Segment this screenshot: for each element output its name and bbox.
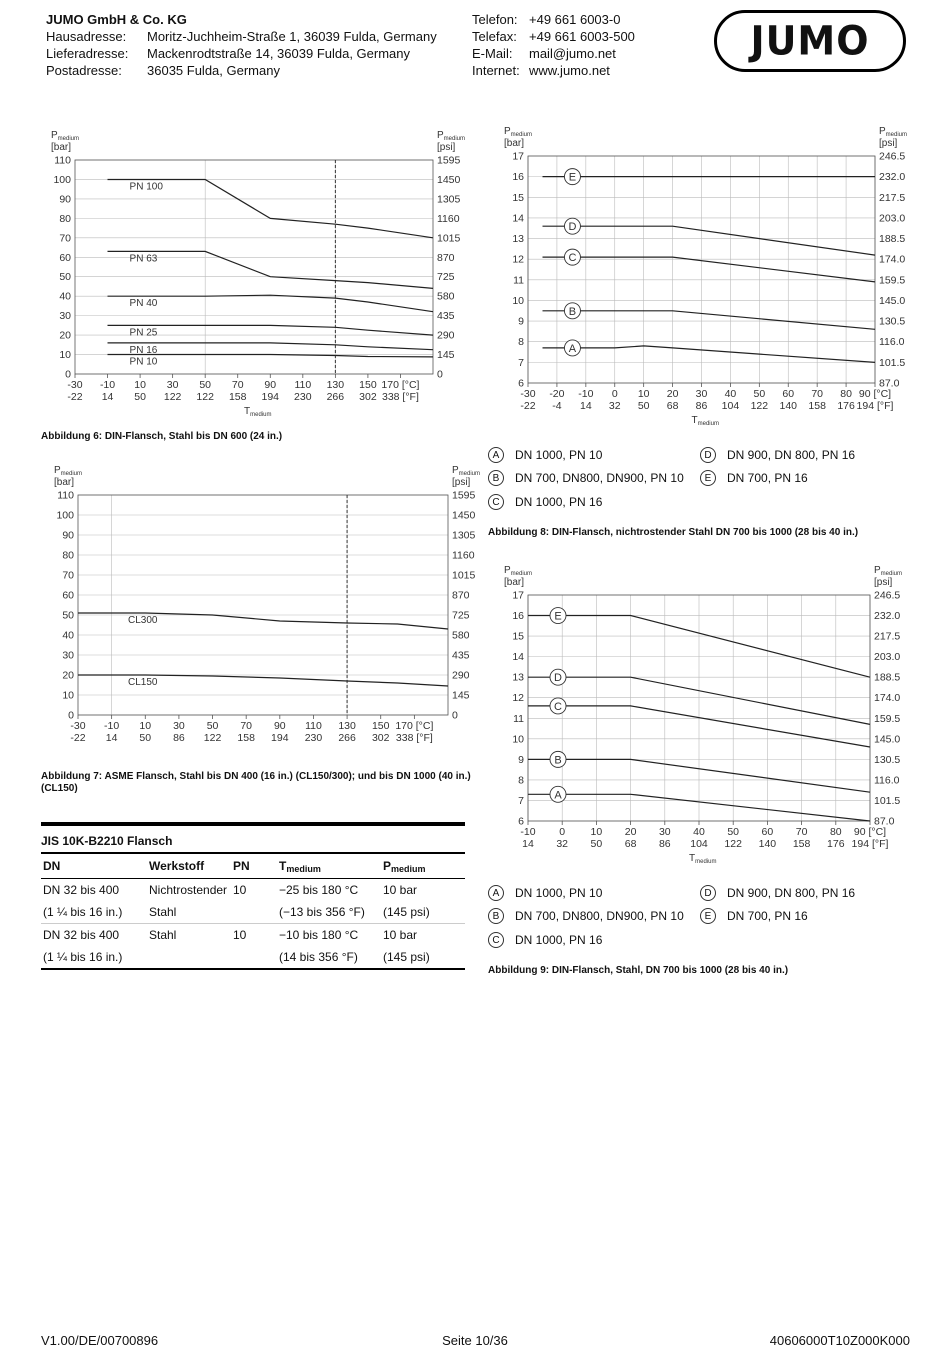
x-tick-label-fahrenheit: 50 <box>134 391 146 403</box>
y-tick-label-left: 70 <box>62 569 74 582</box>
x-tick-label-celsius: 70 <box>811 388 824 400</box>
y-tick-label-right: 159.5 <box>879 274 906 287</box>
y-tick-label-left: 50 <box>59 271 71 284</box>
x-tick-label-fahrenheit: 176 <box>837 400 855 412</box>
y-tick-label-left: 60 <box>62 589 74 602</box>
x-tick-label-fahrenheit: 266 <box>338 732 356 744</box>
x-tick-label-celsius: -10 <box>520 826 536 838</box>
contact-row: Internet: www.jumo.net <box>472 63 610 78</box>
x-tick-label-celsius: 130 <box>338 720 356 732</box>
x-axis-title-sub: medium <box>695 859 717 865</box>
x-tick-label-fahrenheit: 122 <box>750 400 769 412</box>
y-tick-label-left: 20 <box>62 669 74 682</box>
x-tick-label-celsius: 150 <box>359 379 377 391</box>
x-tick-label-celsius: 80 <box>829 826 842 838</box>
x-tick-label-celsius: 70 <box>795 826 808 838</box>
header-t: $T_{medium}$ <box>279 858 321 874</box>
x-tick-label-celsius: 40 <box>724 388 737 400</box>
x-tick-label-celsius: 0 <box>611 388 618 400</box>
series-label: PN 40 <box>129 298 158 310</box>
jis-table-section <box>41 822 465 970</box>
x-tick-label-celsius: 90 <box>273 720 286 732</box>
contact-row: E-Mail: mail@jumo.net <box>472 46 616 61</box>
y-axis-title-right: $P_{medium}$ <box>874 565 903 577</box>
chart-fig7 <box>0 460 481 760</box>
x-tick-label-celsius: 50 <box>727 826 740 838</box>
y-tick-label-left: 10 <box>512 733 524 746</box>
y-tick-label-right: 580 <box>437 290 455 303</box>
x-tick-label-fahrenheit: -22 <box>520 400 536 412</box>
x-tick-label-celsius: 90 <box>264 379 277 391</box>
y-tick-label-left: 90 <box>62 529 74 542</box>
y-axis-title-sub: medium <box>885 132 908 138</box>
x-tick-label-fahrenheit: 302 <box>371 732 390 744</box>
x-tick-label-celsius: 90 [°C] <box>853 826 887 838</box>
x-tick-label-fahrenheit: 32 <box>556 838 569 850</box>
y-tick-label-right: 232.0 <box>874 610 901 623</box>
y-tick-label-left: 14 <box>512 651 524 664</box>
series-label: CL150 <box>128 677 158 688</box>
chart-fig9 <box>480 560 950 880</box>
x-tick-label-celsius: 30 <box>166 379 179 391</box>
x-tick-label-celsius: 170 [°C] <box>381 379 420 391</box>
x-tick-label-fahrenheit: 158 <box>237 732 255 744</box>
y-tick-label-right: 203.0 <box>879 212 906 225</box>
x-tick-label-fahrenheit: 140 <box>779 400 798 412</box>
footer-page-number: Seite 10/36 <box>442 1333 508 1348</box>
x-tick-label-fahrenheit: 338 [°F] <box>382 391 419 403</box>
series-marker-label: D <box>554 672 562 685</box>
y-tick-label-left: 15 <box>512 630 524 643</box>
x-tick-label-celsius: 40 <box>693 826 705 838</box>
y-tick-label-right: 290 <box>437 329 455 342</box>
x-tick-label-celsius: 150 <box>371 720 390 732</box>
y-tick-label-right: 188.5 <box>874 671 901 684</box>
series-line-b <box>543 311 876 330</box>
y-tick-label-left: 13 <box>512 233 524 246</box>
x-axis-title-sub: medium <box>697 421 719 427</box>
legend-fig8 <box>488 447 928 513</box>
x-tick-label-fahrenheit: 194 [°F] <box>856 400 894 412</box>
y-tick-label-right: 203.0 <box>874 651 901 664</box>
y-tick-label-left: 11 <box>513 712 524 725</box>
x-tick-label-celsius: 170 [°C] <box>395 720 434 732</box>
x-tick-label-fahrenheit: 158 <box>808 400 826 412</box>
y-tick-label-right: 0 <box>452 709 458 722</box>
y-tick-label-right: 1015 <box>452 569 476 582</box>
x-axis-title: $T_{medium}$ <box>691 415 719 427</box>
y-tick-label-right: 725 <box>452 609 470 622</box>
y-tick-label-left: 6 <box>518 377 524 390</box>
x-tick-label-celsius: 110 <box>294 379 312 391</box>
jis-table-title: JIS 10K-B2210 Flansch <box>41 822 465 854</box>
y-tick-label-right: 290 <box>452 669 470 682</box>
footer-doc-version: V1.00/DE/00700896 <box>41 1333 159 1348</box>
series-line-c <box>543 257 876 282</box>
y-tick-label-right: 1595 <box>452 489 476 502</box>
x-tick-label-fahrenheit: 14 <box>101 391 114 403</box>
y-tick-label-right: 116.0 <box>874 774 900 787</box>
jis-table <box>41 854 465 970</box>
contact-row: Telefax: +49 661 6003-500 <box>472 29 635 44</box>
x-tick-label-celsius: 30 <box>658 826 671 838</box>
series-label: PN 16 <box>129 344 158 356</box>
y-tick-label-right: 174.0 <box>874 692 901 705</box>
x-tick-label-celsius: -20 <box>549 388 565 400</box>
caption-fig8: Abbildung 8: DIN-Flansch, nichtrostender Stahl DN 700 bis 1000 (28 bis 40 in.) <box>488 527 859 538</box>
x-tick-label-celsius: 20 <box>666 388 679 400</box>
x-tick-label-fahrenheit: 176 <box>827 838 845 850</box>
y-tick-label-right: 1595 <box>437 154 461 167</box>
y-axis-unit-left: [bar] <box>51 142 72 153</box>
y-axis-title-right: $P_{medium}$ <box>437 130 466 142</box>
legend-item-a: A DN 1000, PN 10 <box>488 885 602 901</box>
y-tick-label-left: 40 <box>59 290 71 303</box>
y-axis-unit-left: [bar] <box>54 477 75 488</box>
y-tick-label-right: 130.5 <box>879 315 906 328</box>
x-tick-label-fahrenheit: 104 <box>690 838 708 850</box>
y-tick-label-right: 159.5 <box>874 712 901 725</box>
y-axis-title-sub: medium <box>60 471 83 477</box>
y-axis-title-sub: medium <box>443 136 466 142</box>
x-tick-label-celsius: 10 <box>590 826 603 838</box>
series-label: PN 100 <box>129 181 163 193</box>
x-tick-label-fahrenheit: 32 <box>608 400 621 412</box>
x-tick-label-fahrenheit: 302 <box>359 391 377 403</box>
address-row: Postadresse: 36035 Fulda, Germany <box>46 63 280 78</box>
y-tick-label-right: 1160 <box>437 212 460 225</box>
y-tick-label-right: 1305 <box>437 193 461 206</box>
legend-fig9 <box>488 885 928 951</box>
y-tick-label-left: 80 <box>59 212 71 225</box>
y-tick-label-right: 725 <box>437 271 455 284</box>
legend-item-d: D DN 900, DN 800, PN 16 <box>700 447 855 463</box>
series-label: CL300 <box>128 615 158 626</box>
y-tick-label-left: 12 <box>512 692 524 705</box>
x-tick-label-celsius: 70 <box>231 379 244 391</box>
y-tick-label-left: 20 <box>59 329 71 342</box>
fig8-svg <box>480 120 950 440</box>
chart-fig6 <box>0 120 475 425</box>
x-tick-label-fahrenheit: 122 <box>203 732 222 744</box>
header-dn: DN <box>43 859 61 873</box>
y-tick-label-right: 870 <box>437 251 455 264</box>
y-tick-label-right: 1160 <box>452 549 475 562</box>
y-tick-label-right: 1450 <box>452 509 476 522</box>
address-row: Hausadresse: Moritz-Juchheim-Straße 1, 36039 Fulda, Germany <box>46 29 437 44</box>
y-tick-label-right: 217.5 <box>874 630 901 643</box>
x-tick-label-celsius: 60 <box>782 388 795 400</box>
x-tick-label-celsius: 10 <box>637 388 650 400</box>
y-axis-unit-left: [bar] <box>504 138 525 149</box>
x-axis-title: $T_{medium}$ <box>689 853 717 865</box>
x-tick-label-celsius: 30 <box>173 720 185 732</box>
x-tick-label-fahrenheit: 86 <box>173 732 185 744</box>
y-tick-label-left: 80 <box>62 549 74 562</box>
y-axis-title-right: $P_{medium}$ <box>879 126 908 138</box>
table-row: DN 32 bis 400 Stahl 10 −10 bis 180 °C 10 bar <box>43 928 418 942</box>
y-tick-label-left: 40 <box>62 629 74 642</box>
series-marker-label: C <box>554 700 562 713</box>
jumo-logo: JUMO <box>714 10 906 72</box>
x-tick-label-fahrenheit: 122 <box>196 391 214 403</box>
y-tick-label-right: 580 <box>452 629 470 642</box>
y-tick-label-left: 10 <box>512 294 524 307</box>
x-tick-label-celsius: 10 <box>139 720 152 732</box>
header-p: $P_{medium}$ <box>383 858 426 874</box>
x-tick-label-fahrenheit: 158 <box>228 391 247 403</box>
contact-row: Telefon: +49 661 6003-0 <box>472 12 621 27</box>
company-name: JUMO GmbH & Co. KG <box>46 12 187 27</box>
x-tick-label-fahrenheit: 338 [°F] <box>395 732 433 744</box>
y-tick-label-right: 1305 <box>452 529 476 542</box>
company-contact-block <box>472 11 635 79</box>
legend-item-d: D DN 900, DN 800, PN 16 <box>700 885 855 901</box>
x-tick-label-celsius: 30 <box>695 388 708 400</box>
fig7-svg <box>0 460 481 760</box>
y-tick-label-right: 188.5 <box>879 233 906 246</box>
x-axis-title-sub: medium <box>250 412 272 418</box>
company-address-block <box>46 11 437 79</box>
series-marker-label: A <box>554 789 562 802</box>
x-tick-label-fahrenheit: 14 <box>105 732 118 744</box>
x-tick-label-fahrenheit: -22 <box>70 732 86 744</box>
y-tick-label-right: 0 <box>437 368 443 381</box>
y-tick-label-left: 13 <box>512 671 524 684</box>
footer-article-number: 40606000T10Z000K000 <box>769 1333 910 1348</box>
y-tick-label-left: 14 <box>512 212 524 225</box>
series-label: PN 25 <box>129 327 158 339</box>
y-tick-label-left: 8 <box>518 336 524 349</box>
y-tick-label-left: 110 <box>54 154 71 167</box>
fig9-svg <box>480 560 950 880</box>
x-tick-label-celsius: 50 <box>206 720 219 732</box>
y-axis-title-left: $P_{medium}$ <box>504 565 533 577</box>
y-tick-label-right: 101.5 <box>874 794 901 807</box>
y-tick-label-right: 217.5 <box>879 191 906 204</box>
x-tick-label-fahrenheit: -22 <box>67 391 83 403</box>
x-tick-label-celsius: 90 [°C] <box>858 388 892 400</box>
y-axis-unit-right: [psi] <box>437 142 456 153</box>
x-tick-label-fahrenheit: -4 <box>552 400 562 412</box>
y-tick-label-left: 10 <box>62 689 74 702</box>
x-tick-label-fahrenheit: 86 <box>695 400 708 412</box>
table-row: DN 32 bis 400 Nichtrostender 10 −25 bis 180 °C 10 bar <box>43 883 418 897</box>
y-tick-label-left: 90 <box>59 193 71 206</box>
y-tick-label-left: 17 <box>512 589 524 602</box>
caption-fig7: Abbildung 7: ASME Flansch, Stahl bis DN 400 (16 in.) (CL150/300); und bis DN 1000 (40 in.) (CL150) <box>41 771 471 794</box>
series-marker-label: E <box>568 171 577 184</box>
x-tick-label-fahrenheit: 50 <box>590 838 603 850</box>
x-tick-label-fahrenheit: 140 <box>758 838 777 850</box>
x-tick-label-fahrenheit: 230 <box>294 391 312 403</box>
x-tick-label-celsius: -10 <box>578 388 594 400</box>
legend-item-a: A DN 1000, PN 10 <box>488 447 602 463</box>
y-tick-label-left: 30 <box>59 310 71 323</box>
y-tick-label-left: 9 <box>518 315 524 328</box>
x-tick-label-fahrenheit: 50 <box>139 732 152 744</box>
x-tick-label-celsius: 50 <box>753 388 766 400</box>
header-werkstoff: Werkstoff <box>149 859 205 873</box>
x-tick-label-fahrenheit: 158 <box>792 838 811 850</box>
series-marker-label: C <box>568 252 577 265</box>
series-marker-label: D <box>568 221 577 234</box>
y-tick-label-left: 110 <box>57 489 74 502</box>
y-tick-label-right: 870 <box>452 589 470 602</box>
x-tick-label-celsius: 20 <box>624 826 637 838</box>
y-tick-label-left: 100 <box>56 509 74 522</box>
caption-fig9: Abbildung 9: DIN-Flansch, Stahl, DN 700 bis 1000 (28 bis 40 in.) <box>488 965 789 976</box>
x-tick-label-fahrenheit: 68 <box>624 838 637 850</box>
legend-item-e: E DN 700, PN 16 <box>700 908 808 924</box>
y-tick-label-right: 246.5 <box>874 589 901 602</box>
y-axis-unit-left: [bar] <box>504 577 525 588</box>
y-tick-label-right: 1015 <box>437 232 461 245</box>
fig6-svg <box>0 120 475 425</box>
y-tick-label-left: 7 <box>518 356 524 369</box>
series-marker-label: E <box>554 610 562 623</box>
x-tick-label-fahrenheit: 50 <box>637 400 650 412</box>
x-tick-label-fahrenheit: 104 <box>721 400 740 412</box>
x-tick-label-celsius: -10 <box>99 379 116 391</box>
legend-item-c: C DN 1000, PN 16 <box>488 932 602 948</box>
y-tick-label-right: 174.0 <box>879 253 906 266</box>
y-axis-title-left: $P_{medium}$ <box>504 126 533 138</box>
y-tick-label-right: 232.0 <box>879 171 906 184</box>
x-tick-label-fahrenheit: 194 [°F] <box>851 838 889 850</box>
x-tick-label-celsius: 0 <box>559 826 566 838</box>
y-tick-label-right: 435 <box>452 649 470 662</box>
series-marker-label: B <box>568 305 577 318</box>
x-tick-label-celsius: -10 <box>104 720 120 732</box>
x-tick-label-fahrenheit: 122 <box>724 838 742 850</box>
x-tick-label-celsius: 80 <box>840 388 852 400</box>
y-tick-label-left: 7 <box>518 794 524 807</box>
y-tick-label-right: 130.5 <box>874 753 901 766</box>
y-tick-label-right: 145.0 <box>879 294 906 307</box>
y-axis-title-sub: medium <box>880 571 903 577</box>
y-axis-title-sub: medium <box>458 471 481 477</box>
y-tick-label-left: 70 <box>59 232 71 245</box>
caption-fig6: Abbildung 6: DIN-Flansch, Stahl bis DN 600 (24 in.) <box>41 431 283 442</box>
y-tick-label-left: 0 <box>65 368 71 381</box>
x-tick-label-celsius: 110 <box>305 720 322 732</box>
table-row: (1 ¼ bis 16 in.) (14 bis 356 °F) (145 psi) <box>41 946 465 969</box>
y-tick-label-right: 145 <box>437 349 455 362</box>
y-axis-title-left: $P_{medium}$ <box>54 465 83 477</box>
y-tick-label-left: 9 <box>518 753 524 766</box>
legend-item-e: E DN 700, PN 16 <box>700 470 808 486</box>
x-tick-label-celsius: 60 <box>761 826 774 838</box>
y-tick-label-left: 10 <box>59 349 71 362</box>
x-tick-label-celsius: 130 <box>326 379 345 391</box>
y-tick-label-left: 15 <box>512 191 524 204</box>
y-tick-label-right: 435 <box>437 310 455 323</box>
y-tick-label-left: 17 <box>512 150 524 163</box>
legend-item-c: C DN 1000, PN 16 <box>488 494 602 510</box>
y-tick-label-left: 6 <box>518 815 524 828</box>
series-marker-label: A <box>568 342 577 355</box>
x-tick-label-celsius: -30 <box>70 720 86 732</box>
x-tick-label-celsius: 10 <box>134 379 146 391</box>
y-tick-label-right: 116.0 <box>879 336 905 349</box>
legend-item-b: B DN 700, DN800, DN900, PN 10 <box>488 470 684 486</box>
y-tick-label-left: 100 <box>53 173 71 186</box>
y-tick-label-right: 1450 <box>437 173 461 186</box>
y-tick-label-right: 101.5 <box>879 356 906 369</box>
x-tick-label-celsius: -30 <box>67 379 83 391</box>
y-tick-label-right: 145.0 <box>874 733 901 746</box>
y-tick-label-right: 87.0 <box>874 815 895 828</box>
x-tick-label-fahrenheit: 86 <box>658 838 671 850</box>
x-tick-label-celsius: 50 <box>199 379 212 391</box>
x-tick-label-fahrenheit: 68 <box>666 400 679 412</box>
x-tick-label-fahrenheit: 194 <box>261 391 280 403</box>
y-tick-label-left: 16 <box>512 610 524 623</box>
x-tick-label-celsius: 70 <box>240 720 253 732</box>
y-axis-unit-right: [psi] <box>879 138 898 149</box>
y-tick-label-right: 145 <box>452 689 470 702</box>
x-tick-label-fahrenheit: 194 <box>271 732 289 744</box>
x-axis-title: $T_{medium}$ <box>244 406 272 418</box>
y-axis-unit-right: [psi] <box>874 577 893 588</box>
legend-item-b: B DN 700, DN800, DN900, PN 10 <box>488 908 684 924</box>
x-tick-label-fahrenheit: 230 <box>304 732 323 744</box>
y-tick-label-right: 246.5 <box>879 150 906 163</box>
address-row: Lieferadresse: Mackenrodtstraße 14, 36039 Fulda, Germany <box>46 46 411 61</box>
y-axis-title-sub: medium <box>510 132 533 138</box>
y-tick-label-left: 12 <box>512 253 524 266</box>
series-label: PN 10 <box>129 356 158 368</box>
y-tick-label-left: 0 <box>68 709 74 722</box>
x-tick-label-celsius: -30 <box>520 388 536 400</box>
header-pn: PN <box>233 859 250 873</box>
series-line-d <box>543 226 876 255</box>
y-axis-title-sub: medium <box>510 571 533 577</box>
y-axis-title-left: $P_{medium}$ <box>51 130 80 142</box>
series-line-a <box>543 346 876 363</box>
x-tick-label-fahrenheit: 266 <box>326 391 345 403</box>
y-axis-unit-right: [psi] <box>452 477 471 488</box>
series-label: PN 63 <box>129 253 158 265</box>
y-axis-title-sub: medium <box>57 136 80 142</box>
x-tick-label-fahrenheit: 14 <box>522 838 534 850</box>
table-header-row <box>41 854 465 879</box>
y-axis-title-right: $P_{medium}$ <box>452 465 481 477</box>
y-tick-label-left: 60 <box>59 251 71 264</box>
y-tick-label-left: 50 <box>62 609 74 622</box>
y-tick-label-left: 8 <box>518 774 524 787</box>
chart-fig8 <box>480 120 950 440</box>
x-tick-label-fahrenheit: 14 <box>579 400 592 412</box>
y-tick-label-left: 16 <box>512 171 524 184</box>
series-marker-label: B <box>554 754 562 767</box>
y-tick-label-right: 87.0 <box>879 377 900 390</box>
table-row: (1 ¼ bis 16 in.) Stahl (−13 bis 356 °F) (145 psi) <box>41 901 465 924</box>
x-tick-label-fahrenheit: 122 <box>163 391 182 403</box>
y-tick-label-left: 11 <box>513 274 524 287</box>
y-tick-label-left: 30 <box>62 649 74 662</box>
